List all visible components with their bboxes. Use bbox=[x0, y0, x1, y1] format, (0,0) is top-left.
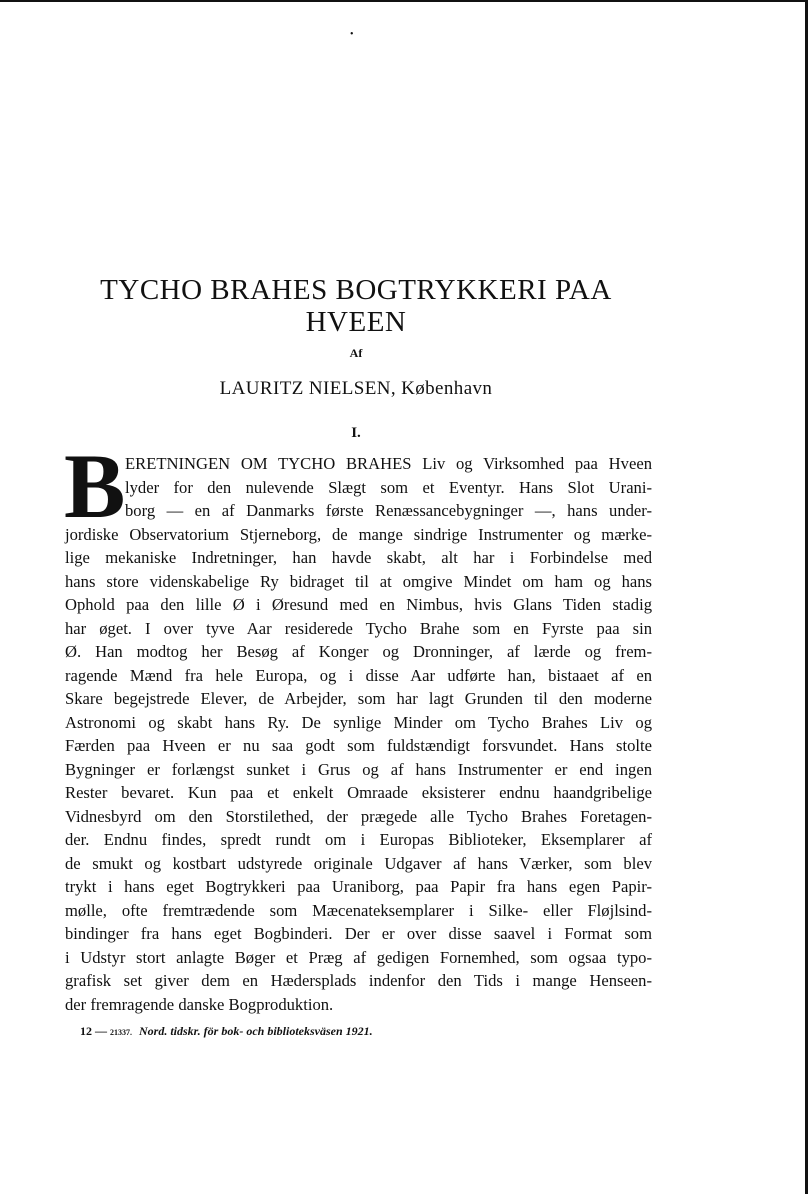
body-line: trykt i hans eget Bogtrykkeri paa Uraniborg, paa Papir fra hans egen Papir- bbox=[65, 877, 652, 896]
body-line: Færden paa Hveen er nu saa godt som fuldstændigt forsvundet. Hans stolte bbox=[65, 736, 652, 755]
body-line: har øget. I over tyve Aar residerede Tycho Brahe som en Fyrste paa sin bbox=[65, 618, 652, 638]
body-line: mølle, ofte fremtrædende som Mæcenateksemplarer i Silke- eller Fløjlsind- bbox=[65, 900, 652, 920]
body-line: Ophold paa den lille Ø i Øresund med en Nimbus, hvis Glans Tiden stadig bbox=[65, 595, 652, 614]
page-footer bbox=[80, 1024, 640, 1039]
body-line: Ø. Han modtog her Besøg af Konger og Dronninger, af lærde og frem- bbox=[65, 642, 652, 661]
body-line: lige mekaniske Indretninger, han havde skabt, alt har i Forbindelse med bbox=[65, 548, 652, 567]
body-line: hans store videnskabelige Ry bidraget til at omgive Mindet om ham og hans bbox=[65, 571, 652, 591]
body-line: Rester bevaret. Kun paa et enkelt Omraade eksisterer endnu haandgribelige bbox=[65, 783, 652, 802]
body-line: i Udstyr stort anlagte Bøger et Præg af gedigen Fornemhed, som ogsaa typo- bbox=[65, 947, 652, 967]
article-body bbox=[65, 452, 652, 1016]
body-line: jordiske Observatorium Stjerneborg, de mange sindrige Instrumenter og mærke- bbox=[65, 524, 652, 544]
scan-edge-top bbox=[0, 0, 808, 2]
body-line: der fremragende danske Bogproduktion. bbox=[65, 994, 334, 1014]
body-line: de smukt og kostbart udstyrede originale Udgaver af hans Værker, som blev bbox=[65, 853, 652, 873]
body-line: Skare begejstrede Elever, de Arbejder, som har lagt Grunden til den moderne bbox=[65, 689, 652, 708]
title-line-1: TYCHO BRAHES BOGTRYKKERI PAA bbox=[100, 274, 612, 306]
article-title bbox=[60, 274, 652, 338]
page-number: 12 bbox=[80, 1024, 92, 1038]
body-line: ERETNINGEN OM TYCHO BRAHES Liv og Virksomhed paa Hveen bbox=[125, 454, 652, 473]
journal-citation: Nord. tidskr. för bok- och biblioteksväsen 1921. bbox=[139, 1024, 373, 1038]
body-line: Vidnesbyrd om den Storstilethed, der prægede alle Tycho Brahes Foretagen- bbox=[65, 806, 652, 826]
body-line: bindinger fra hans eget Bogbinderi. Der er over disse saavel i Format som bbox=[65, 924, 652, 943]
byline-prefix: Af bbox=[349, 346, 363, 360]
print-code: 21337. bbox=[110, 1028, 132, 1037]
footer-dash: — bbox=[95, 1024, 107, 1038]
body-line: borg — en af Danmarks første Renæssancebygninger —, hans under- bbox=[125, 501, 652, 520]
body-line: lyder for den nulevende Slægt som et Eventyr. Hans Slot Urani- bbox=[125, 477, 652, 497]
body-line: Astronomi og skabt hans Ry. De synlige Minder om Tycho Brahes Liv og bbox=[65, 712, 652, 732]
header-mark: • bbox=[350, 29, 354, 40]
body-line: ragende Mænd fra hele Europa, og i disse Aar udførte han, bistaaet af en bbox=[65, 665, 652, 685]
body-line: Bygninger er forlængst sunket i Grus og af hans Instrumenter er end ingen bbox=[65, 759, 652, 779]
body-line: grafisk set giver dem en Hædersplads indenfor den Tids i mange Henseen- bbox=[65, 971, 652, 990]
author-name: LAURITZ NIELSEN, København bbox=[219, 378, 493, 399]
body-line: der. Endnu findes, spredt rundt om i Europas Biblioteker, Eksemplarer af bbox=[65, 830, 652, 849]
section-number: I. bbox=[351, 425, 361, 441]
drop-cap: B bbox=[64, 435, 126, 537]
title-line-2: HVEEN bbox=[305, 306, 407, 338]
